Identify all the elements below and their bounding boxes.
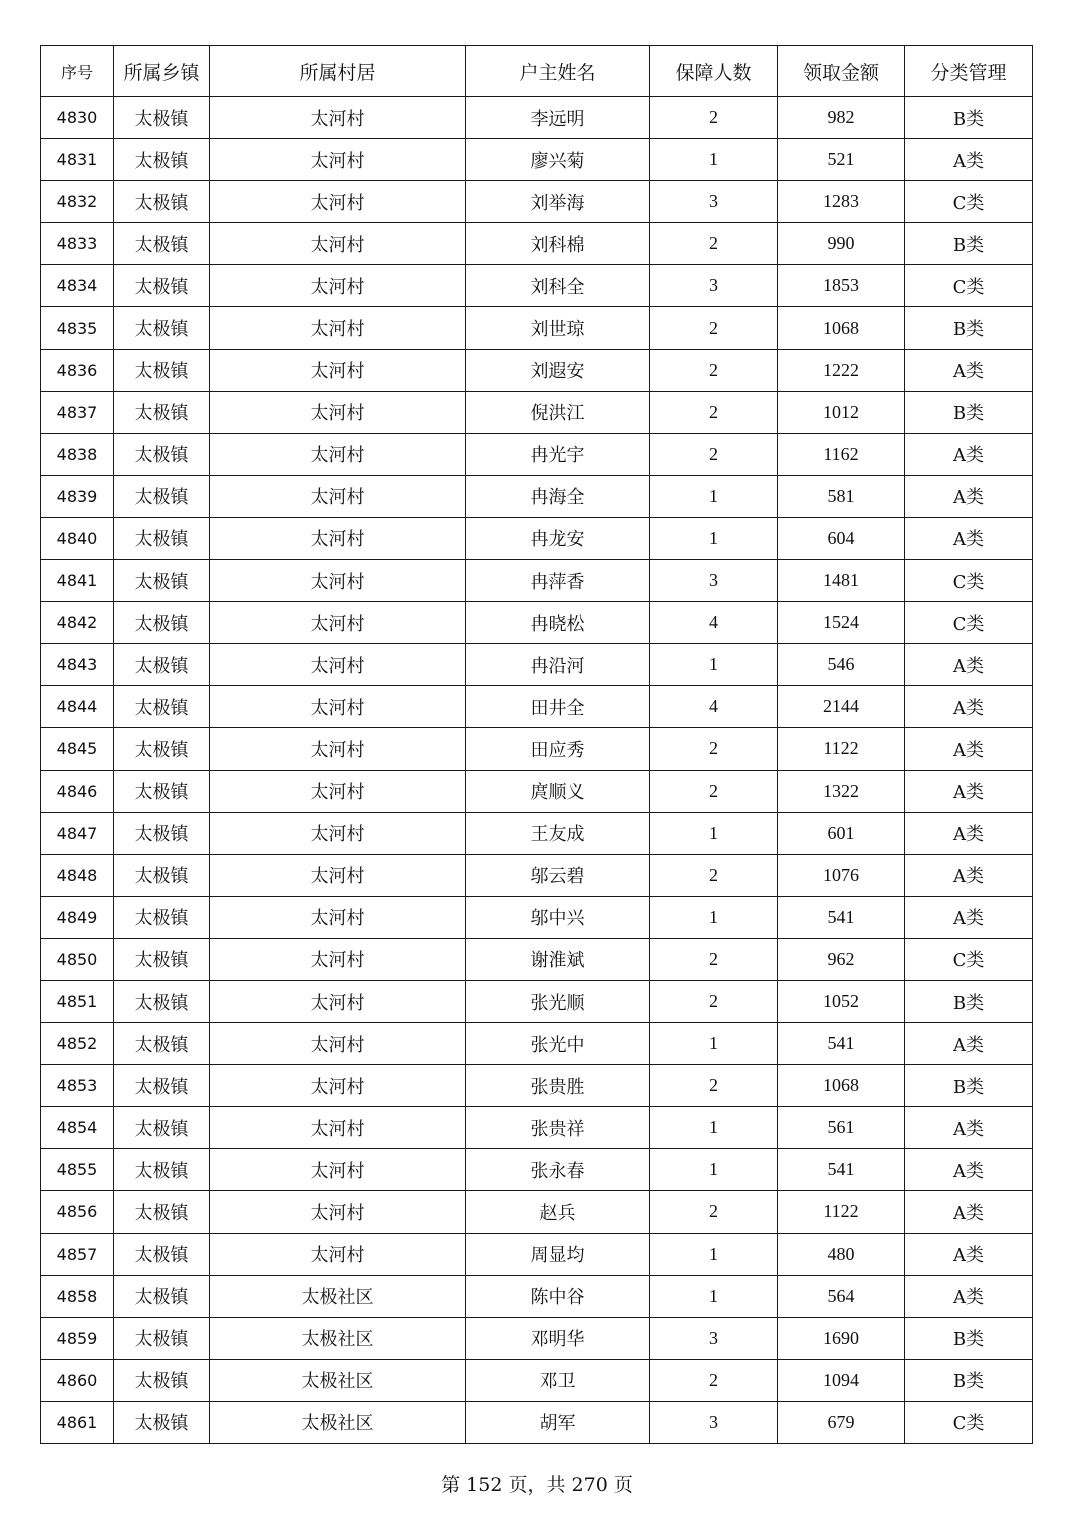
cell-town: 太极镇 [114,475,210,517]
cell-amount: 679 [778,1401,905,1443]
cell-householder: 谢淮斌 [466,938,650,980]
footer-suffix: 页 [613,1474,633,1496]
cell-village: 太极社区 [210,1275,466,1317]
cell-seq: 4830 [41,97,114,139]
cell-seq: 4845 [41,728,114,770]
cell-village: 太河村 [210,980,466,1022]
cell-amount: 1068 [778,307,905,349]
cell-seq: 4832 [41,181,114,223]
cell-householder: 冉光宇 [466,433,650,475]
cell-category: A类 [905,517,1033,559]
cell-people-count: 1 [650,644,778,686]
cell-village: 太河村 [210,181,466,223]
table-row [41,1275,1033,1317]
cell-category: A类 [905,854,1033,896]
cell-town: 太极镇 [114,1065,210,1107]
table-row [41,686,1033,728]
cell-amount: 601 [778,812,905,854]
table-row [41,1233,1033,1275]
cell-people-count: 2 [650,1065,778,1107]
cell-village: 太河村 [210,139,466,181]
cell-amount: 2144 [778,686,905,728]
cell-village: 太极社区 [210,1359,466,1401]
cell-seq: 4859 [41,1317,114,1359]
cell-seq: 4833 [41,223,114,265]
cell-category: C类 [905,560,1033,602]
cell-people-count: 2 [650,1359,778,1401]
cell-category: A类 [905,686,1033,728]
cell-category: B类 [905,97,1033,139]
cell-category: C类 [905,181,1033,223]
cell-town: 太极镇 [114,1233,210,1275]
header-row [41,46,1033,97]
header-category: 分类管理 [905,46,1033,97]
cell-amount: 1122 [778,1191,905,1233]
cell-village: 太河村 [210,1107,466,1149]
cell-seq: 4854 [41,1107,114,1149]
cell-householder: 冉萍香 [466,560,650,602]
cell-town: 太极镇 [114,1023,210,1065]
cell-people-count: 4 [650,602,778,644]
cell-town: 太极镇 [114,517,210,559]
cell-village: 太河村 [210,1023,466,1065]
cell-seq: 4844 [41,686,114,728]
header-town: 所属乡镇 [114,46,210,97]
table-row [41,97,1033,139]
table-row [41,139,1033,181]
cell-seq: 4834 [41,265,114,307]
cell-people-count: 1 [650,1275,778,1317]
cell-seq: 4838 [41,433,114,475]
cell-seq: 4860 [41,1359,114,1401]
cell-category: B类 [905,1065,1033,1107]
cell-householder: 陈中谷 [466,1275,650,1317]
cell-amount: 521 [778,139,905,181]
cell-householder: 胡军 [466,1401,650,1443]
cell-town: 太极镇 [114,770,210,812]
header-seq: 序号 [41,46,114,97]
header-amount: 领取金额 [778,46,905,97]
cell-village: 太极社区 [210,1401,466,1443]
cell-people-count: 2 [650,980,778,1022]
cell-village: 太河村 [210,1233,466,1275]
cell-people-count: 2 [650,728,778,770]
table-row [41,770,1033,812]
cell-town: 太极镇 [114,1317,210,1359]
cell-amount: 1076 [778,854,905,896]
cell-town: 太极镇 [114,1149,210,1191]
cell-category: A类 [905,1149,1033,1191]
cell-people-count: 1 [650,812,778,854]
cell-town: 太极镇 [114,854,210,896]
cell-people-count: 4 [650,686,778,728]
cell-category: A类 [905,349,1033,391]
cell-seq: 4837 [41,391,114,433]
table-row [41,223,1033,265]
cell-category: B类 [905,1317,1033,1359]
cell-category: A类 [905,770,1033,812]
cell-seq: 4840 [41,517,114,559]
table-row [41,1065,1033,1107]
cell-town: 太极镇 [114,433,210,475]
cell-people-count: 3 [650,1317,778,1359]
cell-village: 太河村 [210,770,466,812]
header-householder: 户主姓名 [466,46,650,97]
cell-category: C类 [905,1401,1033,1443]
cell-householder: 张贵胜 [466,1065,650,1107]
cell-town: 太极镇 [114,223,210,265]
table-row [41,980,1033,1022]
cell-people-count: 1 [650,1107,778,1149]
cell-town: 太极镇 [114,560,210,602]
header-people-count: 保障人数 [650,46,778,97]
cell-village: 太河村 [210,349,466,391]
cell-people-count: 2 [650,307,778,349]
cell-seq: 4856 [41,1191,114,1233]
cell-people-count: 1 [650,1023,778,1065]
cell-seq: 4842 [41,602,114,644]
cell-village: 太河村 [210,223,466,265]
cell-householder: 刘遐安 [466,349,650,391]
cell-people-count: 2 [650,349,778,391]
table-row [41,307,1033,349]
cell-householder: 张光中 [466,1023,650,1065]
cell-people-count: 2 [650,1191,778,1233]
cell-amount: 1481 [778,560,905,602]
table-row [41,433,1033,475]
cell-category: A类 [905,139,1033,181]
cell-householder: 周显均 [466,1233,650,1275]
cell-village: 太河村 [210,391,466,433]
table-row [41,1191,1033,1233]
roster-sheet [40,45,1032,1444]
cell-householder: 刘举海 [466,181,650,223]
table-row [41,1023,1033,1065]
table-row [41,560,1033,602]
cell-amount: 1094 [778,1359,905,1401]
cell-amount: 1068 [778,1065,905,1107]
cell-amount: 546 [778,644,905,686]
cell-seq: 4849 [41,896,114,938]
cell-seq: 4843 [41,644,114,686]
cell-village: 太河村 [210,1191,466,1233]
cell-amount: 564 [778,1275,905,1317]
cell-amount: 1162 [778,433,905,475]
footer-current-page: 152 [466,1474,503,1496]
cell-people-count: 2 [650,97,778,139]
cell-amount: 990 [778,223,905,265]
cell-town: 太极镇 [114,1191,210,1233]
cell-people-count: 3 [650,1401,778,1443]
table-row [41,475,1033,517]
cell-amount: 581 [778,475,905,517]
cell-amount: 480 [778,1233,905,1275]
cell-category: A类 [905,1275,1033,1317]
cell-householder: 刘科棉 [466,223,650,265]
cell-seq: 4848 [41,854,114,896]
cell-amount: 1012 [778,391,905,433]
page-footer [0,1470,1074,1497]
table-row [41,644,1033,686]
cell-householder: 刘世琼 [466,307,650,349]
cell-village: 太河村 [210,854,466,896]
cell-amount: 1853 [778,265,905,307]
table-row [41,349,1033,391]
cell-seq: 4852 [41,1023,114,1065]
cell-town: 太极镇 [114,307,210,349]
cell-town: 太极镇 [114,391,210,433]
cell-category: B类 [905,1359,1033,1401]
cell-town: 太极镇 [114,265,210,307]
cell-town: 太极镇 [114,97,210,139]
cell-town: 太极镇 [114,1107,210,1149]
footer-middle: 页，共 [508,1474,566,1496]
cell-category: A类 [905,728,1033,770]
cell-amount: 1222 [778,349,905,391]
cell-householder: 邓明华 [466,1317,650,1359]
cell-people-count: 1 [650,475,778,517]
cell-people-count: 3 [650,265,778,307]
cell-householder: 冉海全 [466,475,650,517]
cell-town: 太极镇 [114,139,210,181]
cell-village: 太河村 [210,728,466,770]
cell-seq: 4846 [41,770,114,812]
cell-seq: 4835 [41,307,114,349]
table-row [41,1149,1033,1191]
cell-seq: 4851 [41,980,114,1022]
cell-village: 太河村 [210,307,466,349]
cell-village: 太河村 [210,896,466,938]
cell-householder: 李远明 [466,97,650,139]
cell-seq: 4861 [41,1401,114,1443]
cell-amount: 541 [778,1023,905,1065]
cell-amount: 962 [778,938,905,980]
table-row [41,1107,1033,1149]
cell-householder: 赵兵 [466,1191,650,1233]
cell-amount: 982 [778,97,905,139]
cell-people-count: 1 [650,896,778,938]
cell-town: 太极镇 [114,938,210,980]
cell-amount: 541 [778,1149,905,1191]
roster-table [40,45,1033,1444]
cell-seq: 4841 [41,560,114,602]
cell-category: C类 [905,602,1033,644]
cell-seq: 4853 [41,1065,114,1107]
cell-people-count: 3 [650,560,778,602]
cell-householder: 倪洪江 [466,391,650,433]
cell-people-count: 2 [650,854,778,896]
cell-householder: 冉晓松 [466,602,650,644]
cell-category: A类 [905,1107,1033,1149]
cell-town: 太极镇 [114,644,210,686]
cell-category: B类 [905,391,1033,433]
cell-householder: 张光顺 [466,980,650,1022]
cell-town: 太极镇 [114,728,210,770]
cell-town: 太极镇 [114,349,210,391]
cell-people-count: 1 [650,517,778,559]
cell-town: 太极镇 [114,896,210,938]
cell-seq: 4858 [41,1275,114,1317]
cell-people-count: 1 [650,139,778,181]
cell-people-count: 1 [650,1233,778,1275]
table-row [41,728,1033,770]
cell-town: 太极镇 [114,1401,210,1443]
cell-town: 太极镇 [114,1275,210,1317]
header-village: 所属村居 [210,46,466,97]
cell-amount: 1052 [778,980,905,1022]
cell-category: A类 [905,1023,1033,1065]
cell-category: A类 [905,896,1033,938]
cell-village: 太河村 [210,560,466,602]
cell-amount: 541 [778,896,905,938]
table-row [41,896,1033,938]
cell-householder: 张贵祥 [466,1107,650,1149]
cell-village: 太河村 [210,475,466,517]
table-row [41,938,1033,980]
cell-householder: 邬中兴 [466,896,650,938]
cell-amount: 1690 [778,1317,905,1359]
cell-householder: 冉沿河 [466,644,650,686]
table-row [41,1359,1033,1401]
cell-village: 太河村 [210,644,466,686]
table-row [41,854,1033,896]
table-row [41,391,1033,433]
cell-people-count: 3 [650,181,778,223]
cell-householder: 刘科全 [466,265,650,307]
cell-people-count: 2 [650,433,778,475]
cell-category: B类 [905,223,1033,265]
cell-householder: 田井全 [466,686,650,728]
cell-householder: 庹顺义 [466,770,650,812]
cell-seq: 4855 [41,1149,114,1191]
table-row [41,1317,1033,1359]
cell-category: A类 [905,1233,1033,1275]
cell-town: 太极镇 [114,181,210,223]
cell-amount: 1322 [778,770,905,812]
cell-village: 太河村 [210,938,466,980]
cell-seq: 4850 [41,938,114,980]
cell-category: A类 [905,475,1033,517]
table-row [41,517,1033,559]
footer-total-pages: 270 [571,1474,608,1496]
cell-village: 太河村 [210,1149,466,1191]
cell-people-count: 2 [650,223,778,265]
cell-amount: 1283 [778,181,905,223]
cell-people-count: 2 [650,391,778,433]
cell-seq: 4857 [41,1233,114,1275]
cell-village: 太河村 [210,517,466,559]
cell-village: 太河村 [210,1065,466,1107]
cell-householder: 冉龙安 [466,517,650,559]
cell-village: 太河村 [210,812,466,854]
cell-householder: 廖兴菊 [466,139,650,181]
cell-people-count: 1 [650,1149,778,1191]
cell-householder: 王友成 [466,812,650,854]
table-row [41,1401,1033,1443]
footer-prefix: 第 [441,1474,461,1496]
cell-people-count: 2 [650,938,778,980]
cell-town: 太极镇 [114,980,210,1022]
cell-category: A类 [905,812,1033,854]
cell-town: 太极镇 [114,602,210,644]
cell-amount: 1122 [778,728,905,770]
cell-category: B类 [905,980,1033,1022]
table-body [41,97,1033,1444]
cell-seq: 4847 [41,812,114,854]
cell-householder: 张永春 [466,1149,650,1191]
cell-category: B类 [905,307,1033,349]
cell-householder: 邓卫 [466,1359,650,1401]
cell-category: C类 [905,265,1033,307]
cell-seq: 4831 [41,139,114,181]
cell-category: A类 [905,644,1033,686]
table-row [41,181,1033,223]
cell-householder: 邬云碧 [466,854,650,896]
table-row [41,812,1033,854]
cell-category: C类 [905,938,1033,980]
cell-village: 太河村 [210,97,466,139]
cell-householder: 田应秀 [466,728,650,770]
cell-town: 太极镇 [114,1359,210,1401]
cell-category: A类 [905,433,1033,475]
cell-village: 太河村 [210,686,466,728]
table-header [41,46,1033,97]
cell-seq: 4836 [41,349,114,391]
cell-village: 太河村 [210,265,466,307]
table-row [41,265,1033,307]
cell-town: 太极镇 [114,686,210,728]
cell-village: 太极社区 [210,1317,466,1359]
cell-amount: 604 [778,517,905,559]
cell-village: 太河村 [210,602,466,644]
table-row [41,602,1033,644]
cell-amount: 1524 [778,602,905,644]
cell-amount: 561 [778,1107,905,1149]
cell-people-count: 2 [650,770,778,812]
cell-town: 太极镇 [114,812,210,854]
cell-seq: 4839 [41,475,114,517]
cell-village: 太河村 [210,433,466,475]
cell-category: A类 [905,1191,1033,1233]
